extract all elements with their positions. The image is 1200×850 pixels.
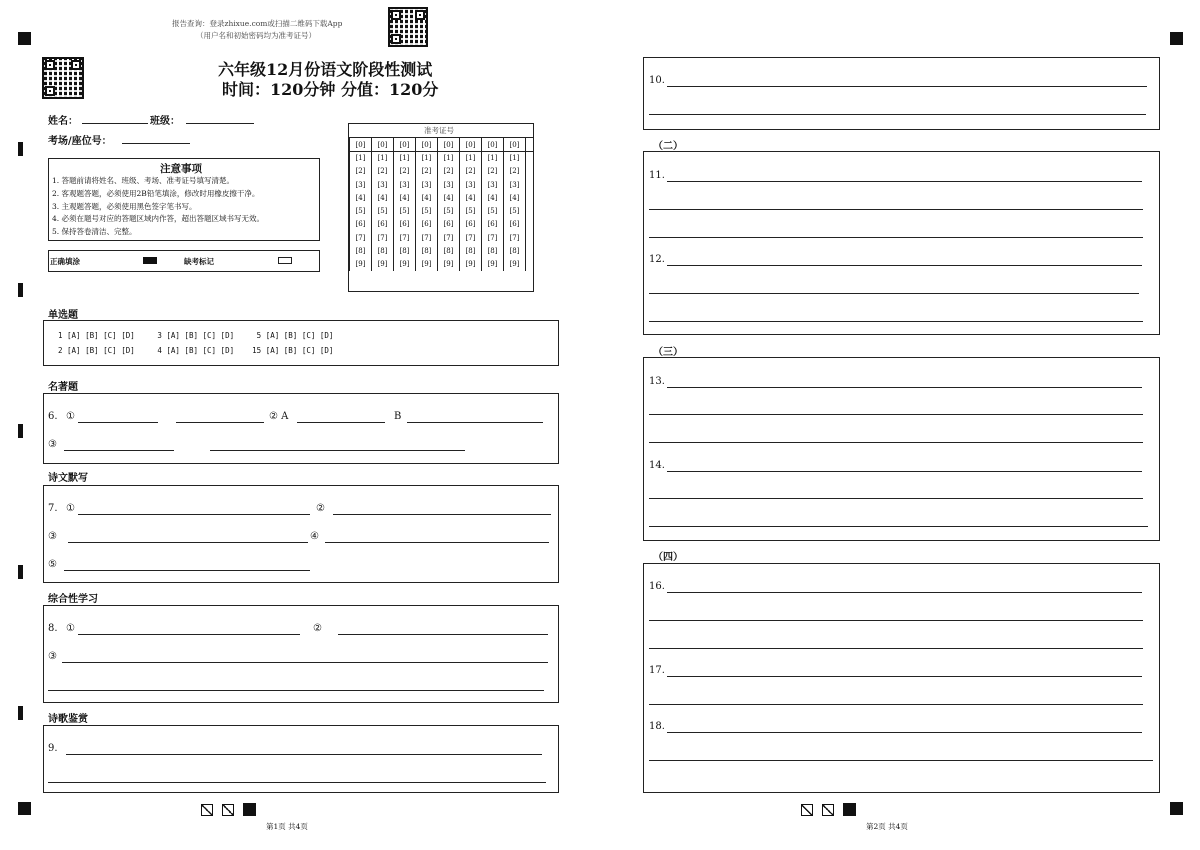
page-code-box [222,804,234,816]
ticket-digit-cell[interactable]: [3] [460,178,482,191]
answer-line[interactable] [667,471,1142,472]
ticket-digit-cell[interactable]: [0] [482,138,504,151]
question-number: 6. [48,411,58,422]
absent-mark-label: 缺考标记 [184,257,214,266]
question-number: 8. [48,623,58,634]
answer-line[interactable] [649,648,1143,649]
note-item: 2. 客观题答题，必须使用2B铅笔填涂，修改时用橡皮擦干净。 [52,189,260,198]
ticket-digit-cell[interactable]: [5] [416,204,438,217]
answer-line[interactable] [48,782,546,783]
page-code-box [801,804,813,816]
question-number: 9. [48,743,58,754]
ticket-digit-cell[interactable]: [6] [394,218,416,231]
ticket-digit-cell[interactable]: [8] [460,244,482,257]
ticket-digit-cell[interactable]: [0] [438,138,460,151]
ticket-digit-cell[interactable]: [1] [460,151,482,164]
section-two: （二） [653,141,683,152]
ticket-digit-cell[interactable]: [1] [394,151,416,164]
ticket-digit-cell[interactable]: [2] [372,165,394,178]
corner-marker [18,32,31,45]
seat-label: 考场/座位号： [48,136,112,147]
ticket-digit-cell[interactable]: [7] [416,231,438,244]
ticket-row [350,231,526,244]
answer-line[interactable] [649,526,1148,527]
answer-line[interactable] [649,114,1146,115]
blank-marker: ④ [310,531,319,542]
ticket-digit-cell[interactable]: [6] [482,218,504,231]
ticket-number-title: 准考证号 [424,126,454,135]
ticket-digit-cell[interactable]: [7] [372,231,394,244]
ticket-digit-cell[interactable]: [8] [372,244,394,257]
ticket-digit-cell[interactable]: [9] [416,258,438,271]
ticket-digit-cell[interactable]: [1] [372,151,394,164]
absent-mark-checkbox[interactable] [278,257,292,264]
page-code-box [843,803,856,816]
ticket-digit-cell[interactable]: [0] [372,138,394,151]
ticket-row [350,218,526,231]
page-code-box [201,804,213,816]
ticket-digit-cell[interactable]: [3] [416,178,438,191]
ticket-digit-cell[interactable]: [7] [482,231,504,244]
answer-line[interactable] [64,570,310,571]
ticket-digit-cell[interactable]: [6] [416,218,438,231]
page-number: 第1页 共4页 [266,822,308,831]
answer-line[interactable] [210,450,465,451]
seat-field[interactable] [122,143,190,144]
section-classics: 名著题 [48,382,78,393]
section-single-choice: 单选题 [48,310,78,321]
ticket-digit-cell[interactable]: [5] [438,204,460,217]
question-number: 13. [649,376,665,387]
answer-line[interactable] [64,450,174,451]
ticket-digit-cell[interactable]: [5] [504,204,526,217]
ticket-digit-cell[interactable]: [5] [460,204,482,217]
question-number: 16. [649,581,665,592]
ticket-digit-cell[interactable]: [8] [416,244,438,257]
corner-marker [1170,32,1183,45]
question-number: 17. [649,665,665,676]
section-four: （四） [653,552,683,563]
correct-fill-sample [143,257,157,264]
ticket-digit-cell[interactable]: [7] [438,231,460,244]
ticket-digit-cell[interactable]: [5] [394,204,416,217]
side-marker [18,142,23,156]
choice-row[interactable]: 2 [A] [B] [C] [D] 4 [A] [B] [C] [D] 15 [A] [B] [C] [D] [58,346,334,355]
ticket-digit-cell[interactable]: [8] [350,244,372,257]
answer-line[interactable] [649,209,1143,210]
ticket-digit-cell[interactable]: [9] [394,258,416,271]
answer-line[interactable] [176,422,264,423]
page-code-box [243,803,256,816]
ticket-digit-cell[interactable]: [3] [372,178,394,191]
answer-line[interactable] [78,514,310,515]
ticket-row [350,151,526,164]
answer-line[interactable] [649,237,1143,238]
ticket-digit-cell[interactable]: [2] [460,165,482,178]
integrated-learning-box [43,605,559,703]
answer-line[interactable] [667,181,1142,182]
single-choice-box [43,320,559,366]
ticket-digit-cell[interactable]: [0] [394,138,416,151]
choice-row[interactable]: 1 [A] [B] [C] [D] 3 [A] [B] [C] [D] 5 [A] [B] [C] [D] [58,331,334,340]
ticket-digit-cell[interactable]: [0] [350,138,372,151]
ticket-digit-cell[interactable]: [4] [504,191,526,204]
blank-marker: ③ [48,651,57,662]
ticket-row [350,244,526,257]
corner-marker [18,802,31,815]
ticket-digit-cell[interactable]: [8] [438,244,460,257]
blank-marker: ③ [48,531,57,542]
poetry-writing-box [43,485,559,583]
ticket-digit-cell[interactable]: [4] [416,191,438,204]
classics-answer-box [43,393,559,464]
ticket-digit-cell[interactable]: [1] [504,151,526,164]
ticket-digit-cell[interactable]: [1] [350,151,372,164]
ticket-digit-cell[interactable]: [8] [482,244,504,257]
question-number: 14. [649,460,665,471]
ticket-digit-cell[interactable]: [9] [350,258,372,271]
ticket-digit-cell[interactable]: [7] [394,231,416,244]
blank-marker: ① [66,623,75,634]
answer-line[interactable] [297,422,385,423]
ticket-digit-cell[interactable]: [6] [438,218,460,231]
question-number: 18. [649,721,665,732]
answer-line[interactable] [62,662,548,663]
side-marker [18,706,23,720]
ticket-digit-cell[interactable]: [5] [372,204,394,217]
answer-line[interactable] [338,634,548,635]
note-item: 5. 保持答卷清洁、完整。 [52,227,137,236]
answer-line[interactable] [667,592,1142,593]
blank-marker: B [394,411,402,422]
section-three: （三） [653,347,683,358]
qr-code [42,57,84,99]
ticket-digit-cell[interactable]: [4] [482,191,504,204]
side-marker [18,283,23,297]
ticket-digit-cell[interactable]: [8] [504,244,526,257]
ticket-digit-cell[interactable]: [2] [438,165,460,178]
corner-marker [1170,802,1183,815]
section-poetry-appreciation: 诗歌鉴赏 [48,714,88,725]
ticket-row [350,258,526,271]
ticket-digit-cell[interactable]: [3] [482,178,504,191]
answer-line[interactable] [68,542,308,543]
note-item: 3. 主观题答题，必须使用黑色签字笔书写。 [52,202,197,211]
blank-marker: ② [316,503,325,514]
ticket-digit-cell[interactable]: [0] [460,138,482,151]
answer-line[interactable] [649,620,1143,621]
answer-line[interactable] [667,86,1147,87]
answer-line[interactable] [667,676,1142,677]
answer-line[interactable] [667,732,1142,733]
ticket-digit-cell[interactable]: [2] [350,165,372,178]
ticket-digit-cell[interactable]: [6] [350,218,372,231]
ticket-digit-cell[interactable]: [9] [460,258,482,271]
ticket-digit-cell[interactable]: [0] [416,138,438,151]
answer-line[interactable] [649,414,1143,415]
question-number: 10. [649,75,665,86]
answer-line[interactable] [649,293,1139,294]
answer-line[interactable] [649,760,1153,761]
blank-marker: ② [313,623,322,634]
answer-line[interactable] [649,442,1143,443]
ticket-digit-cell[interactable]: [1] [438,151,460,164]
answer-line[interactable] [667,387,1142,388]
page-title: 六年级12月份语文阶段性测试 [218,60,433,79]
notes-title: 注意事项 [160,163,202,175]
ticket-digit-cell[interactable]: [9] [372,258,394,271]
ticket-row [350,191,526,204]
ticket-digit-cell[interactable]: [4] [350,191,372,204]
ticket-digit-cell[interactable]: [3] [350,178,372,191]
blank-marker: ① [66,411,75,422]
answer-line[interactable] [649,498,1143,499]
section-poetry-writing: 诗文默写 [48,473,88,484]
ticket-digit-cell[interactable]: [4] [438,191,460,204]
qr-code [388,7,428,47]
answer-line[interactable] [667,265,1142,266]
answer-line[interactable] [66,754,542,755]
ticket-digit-cell[interactable]: [9] [482,258,504,271]
ticket-digit-cell[interactable]: [6] [504,218,526,231]
blank-marker: ② A [269,411,289,422]
ticket-row [350,138,526,151]
report-line-1: 报告查询：登录zhixue.com或扫描二维码下载App [172,19,343,28]
ticket-digit-cell[interactable]: [1] [416,151,438,164]
answer-box-q10 [643,57,1160,130]
ticket-digit-cell[interactable]: [6] [372,218,394,231]
ticket-digit-cell[interactable]: [1] [482,151,504,164]
ticket-digit-cell[interactable]: [2] [416,165,438,178]
answer-line[interactable] [407,422,543,423]
report-line-2: （用户名和初始密码均为准考证号） [196,31,316,40]
ticket-digit-cell[interactable]: [4] [460,191,482,204]
answer-line[interactable] [48,690,544,691]
blank-marker: ③ [48,439,57,450]
ticket-digit-cell[interactable]: [9] [504,258,526,271]
ticket-digit-cell[interactable]: [2] [394,165,416,178]
ticket-row [350,204,526,217]
ticket-digit-cell[interactable]: [8] [394,244,416,257]
blank-marker: ⑤ [48,559,57,570]
side-marker [18,565,23,579]
name-field[interactable] [82,123,148,124]
answer-line[interactable] [649,321,1143,322]
ticket-digit-cell[interactable]: [7] [504,231,526,244]
ticket-digit-cell[interactable]: [5] [350,204,372,217]
answer-box-section-two [643,151,1160,335]
note-item: 1. 答题前请将姓名、班级、考场、准考证号填写清楚。 [52,176,235,185]
ticket-digit-cell[interactable]: [4] [394,191,416,204]
exam-time-score: 时间：120分钟 分值：120分 [222,80,439,99]
question-number: 11. [649,170,665,181]
ticket-digit-cell[interactable]: [5] [482,204,504,217]
ticket-digit-cell[interactable]: [7] [350,231,372,244]
correct-fill-label: 正确填涂 [50,257,80,266]
note-item: 4. 必须在题号对应的答题区域内作答，超出答题区域书写无效。 [52,214,265,223]
ticket-digit-cell[interactable]: [4] [372,191,394,204]
ticket-row [350,165,526,178]
answer-box-section-three [643,357,1160,541]
ticket-row [350,178,526,191]
ticket-digit-cell[interactable]: [3] [504,178,526,191]
answer-line[interactable] [333,514,551,515]
class-label: 班级： [150,116,180,127]
blank-marker: ① [66,503,75,514]
ticket-digit-cell[interactable]: [2] [482,165,504,178]
ticket-digit-cell[interactable]: [3] [438,178,460,191]
answer-line[interactable] [649,704,1143,705]
ticket-digit-cell[interactable]: [0] [504,138,526,151]
question-number: 7. [48,503,58,514]
page-code-box [822,804,834,816]
ticket-digit-cell[interactable]: [3] [394,178,416,191]
ticket-digit-cell[interactable]: [7] [460,231,482,244]
name-label: 姓名： [48,116,78,127]
side-marker [18,424,23,438]
question-number: 12. [649,254,665,265]
section-integrated-learning: 综合性学习 [48,594,98,605]
ticket-digit-cell[interactable]: [6] [460,218,482,231]
class-field[interactable] [186,123,254,124]
answer-box-section-four [643,563,1160,793]
ticket-number-grid[interactable] [349,138,526,271]
answer-line[interactable] [325,542,549,543]
answer-line[interactable] [78,634,300,635]
ticket-digit-cell[interactable]: [9] [438,258,460,271]
ticket-digit-cell[interactable]: [2] [504,165,526,178]
answer-line[interactable] [78,422,158,423]
page-number: 第2页 共4页 [866,822,908,831]
